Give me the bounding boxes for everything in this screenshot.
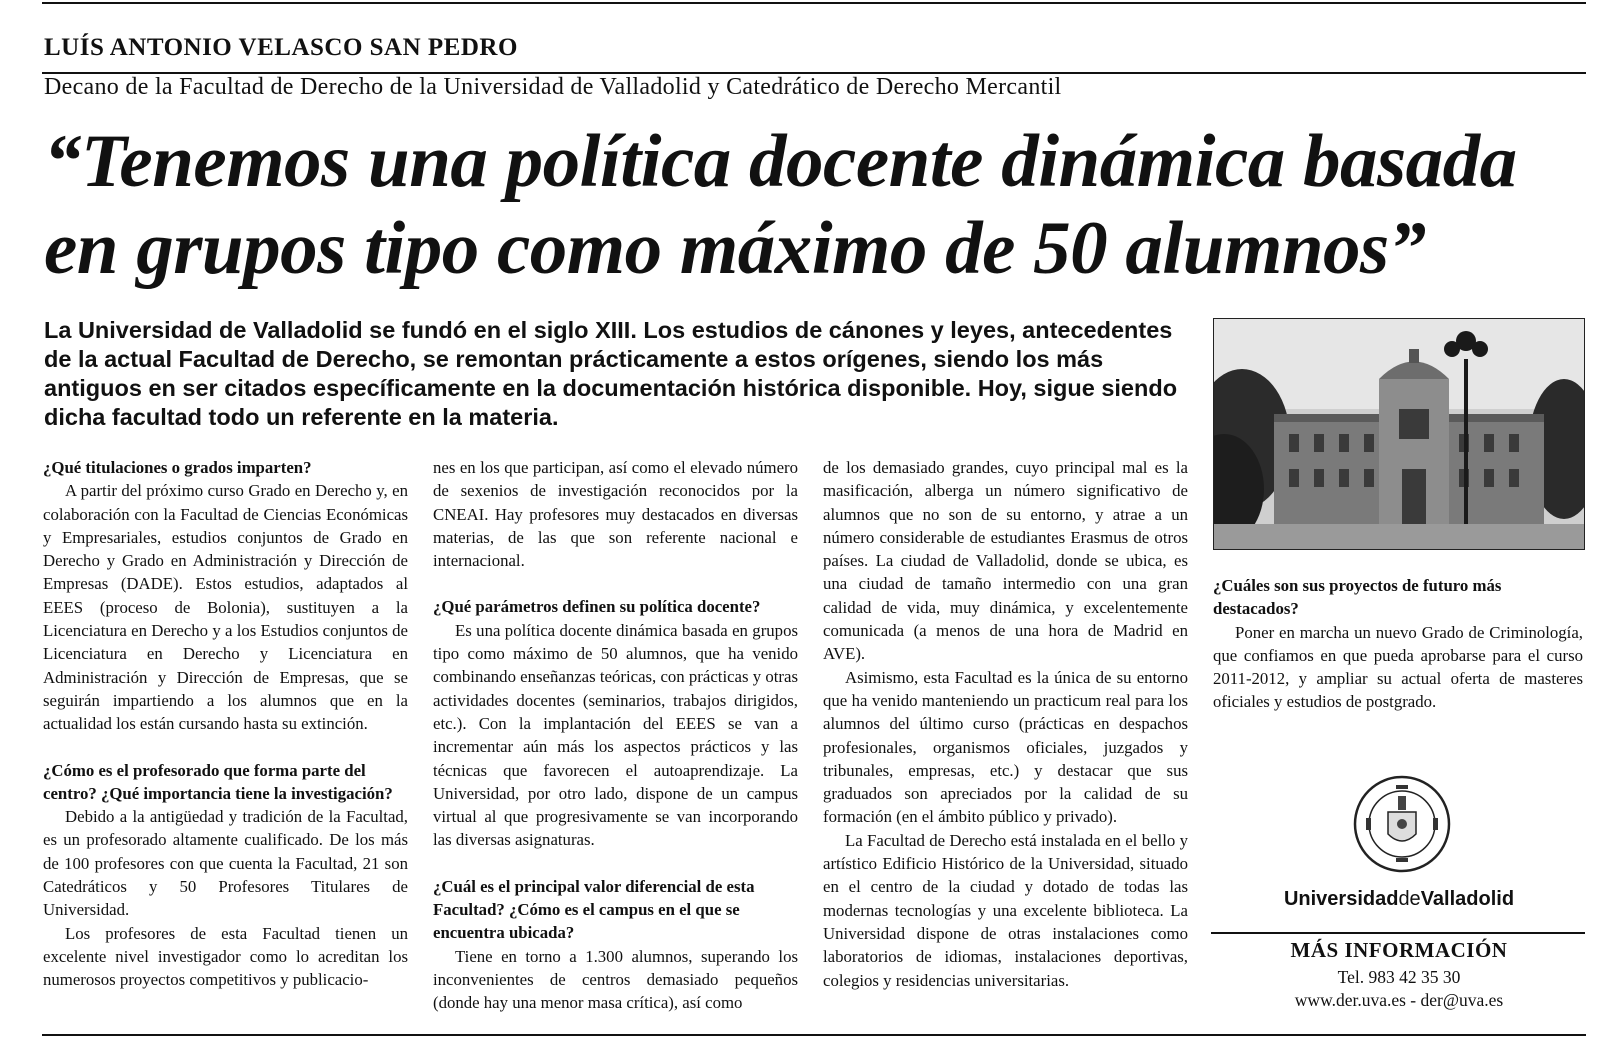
logo-text-valladolid: Valladolid xyxy=(1420,888,1515,910)
answer-2c: nes en los que participan, así como el elevado número de sexenios de investigación reconocidos por la CNEAI. Hay profesores muy destacados en diversas materias, de las que son referente nacional e internacional. xyxy=(433,458,798,571)
lead-paragraph: La Universidad de Valladolid se fundó en el siglo XIII. Los estudios de cánones y leyes, antecedentes de la actual Facultad de Derecho, se remontan prácticamente a estos orígenes, siendo los más antiguos en ser citados específicamente en la documentación histórica disponible. Hoy, sigue siendo dicha facultad todo un referente en la materia. xyxy=(44,317,1178,430)
headline-line-1: “Tenemos una política docente dinámica basada xyxy=(44,120,1517,203)
answer-4: Tiene en torno a 1.300 alumnos, superando los inconvenientes de centros demasiado pequeños (donde hay una menor masa crítica), así como xyxy=(433,946,798,1013)
answer-4b: de los demasiado grandes, cuyo principal mal es la masificación, alberga un número significativo de alumnos que no son de su entorno, y atrae a un número considerable de estudiantes Erasmus de otros países. La ciudad de Valladolid, donde se ubica, es una ciudad de tamaño intermedio con una gran calidad de vida, muy dinámica, y excelentemente comunicada (a menos de una hora de Madrid en AVE). xyxy=(823,458,1188,664)
university-logo xyxy=(1213,888,1585,911)
info-phone: Tel. 983 42 35 30 xyxy=(1337,967,1461,987)
author-name: LUÍS ANTONIO VELASCO SAN PEDRO xyxy=(44,34,518,61)
answer-5: Poner en marcha un nuevo Grado de Criminología, que confiamos en que pueda aprobarse para el curso 2011-2012, y ampliar su actual oferta de masteres oficiales y estudios de postgrado. xyxy=(1213,622,1583,712)
bottom-rule xyxy=(42,1034,1586,1036)
logo-text-de: de xyxy=(1398,888,1421,910)
question-2: ¿Cómo es el profesorado que forma parte del centro? ¿Qué importancia tiene la investigación? xyxy=(43,760,393,803)
answer-1: A partir del próximo curso Grado en Derecho y, en colaboración con la Facultad de Ciencias Económicas y Empresariales, estudios conjuntos de Grado en Derecho y Grado en Administración y Dirección de Empresas (DADE). Estos estudios, adaptados al EEES (proceso de Bolonia), sustituyen a la Licenciatura en Derecho y a los Estudios conjuntos de Licenciatura en Derecho y Licenciatura en Administración y Dirección de Empresas, que se seguirán impartiendo a los alumnos que en la actualidad los están cursando hasta su extinción. xyxy=(43,481,408,734)
author-title: Decano de la Facultad de Derecho de la Universidad de Valladolid y Catedrático de Derecho Mercantil xyxy=(44,74,1062,100)
logo-text-universidad: Universidad xyxy=(1283,888,1399,910)
column-4 xyxy=(1213,574,1583,714)
building-photo xyxy=(1213,318,1585,550)
university-seal-icon xyxy=(1352,774,1452,874)
info-title: MÁS INFORMACIÓN xyxy=(1290,938,1508,962)
answer-4c: Asimismo, esta Facultad es la única de su entorno que ha venido manteniendo un practicum real para los alumnos del último curso (prácticas en despachos profesionales, organismos oficiales, juzgados y tribunales, empresas, etc.) y destacar que sus graduados son apreciados por la calidad de su formación (en el ámbito público y privado). xyxy=(823,667,1188,827)
question-5: ¿Cuáles son sus proyectos de futuro más destacados? xyxy=(1213,576,1502,619)
info-web-email: www.der.uva.es - der@uva.es xyxy=(1294,990,1504,1010)
question-1: ¿Qué titulaciones o grados imparten? xyxy=(43,458,312,477)
top-rule xyxy=(42,2,1586,4)
question-3: ¿Qué parámetros definen su política docente? xyxy=(433,597,761,617)
answer-3: Es una política docente dinámica basada en grupos tipo como máximo de 50 alumnos, que ha venido combinando enseñanzas teóricas, con prácticas y otras actividades docentes (seminarios, trabajos dirigidos, etc.). Con la implantación del EEES se van a incrementar aún más los aspectos prácticos y las técnicas que favorecen el autoaprendizaje. La Universidad, por otro lado, dispone de un campus virtual al que progresivamente se van incorporando las diversas asignaturas. xyxy=(433,620,798,850)
info-box xyxy=(1213,938,1585,1011)
headline-line-2: en grupos tipo como máximo de 50 alumnos” xyxy=(44,207,1426,290)
column-2 xyxy=(433,456,798,1015)
info-divider xyxy=(1211,932,1585,934)
column-1 xyxy=(43,456,408,992)
headline xyxy=(44,118,1604,292)
answer-2: Debido a la antigüedad y tradición de la Facultad, es un profesorado altamente cualificado. De los más de 100 profesores con que cuenta la Facultad, 21 son Catedráticos y 50 Profesores Titulares de Universidad. xyxy=(43,807,408,920)
answer-2b: Los profesores de esta Facultad tienen un excelente nivel investigador como lo acreditan los numerosos proyectos competitivos y publicacio- xyxy=(43,923,408,990)
answer-4d: La Facultad de Derecho está instalada en el bello y artístico Edificio Histórico de la Universidad, situado en el centro de la ciudad y dotado de todas las modernas tecnologías y una excelente biblioteca. La Universidad dispone de otras instalaciones como laboratorios de idiomas, instalaciones deportivas, colegios y residencias universitarias. xyxy=(823,830,1188,990)
column-3 xyxy=(823,456,1188,992)
question-4: ¿Cuál es el principal valor diferencial de esta Facultad? ¿Cómo es el campus en el que se encuentra ubicada? xyxy=(433,876,755,943)
